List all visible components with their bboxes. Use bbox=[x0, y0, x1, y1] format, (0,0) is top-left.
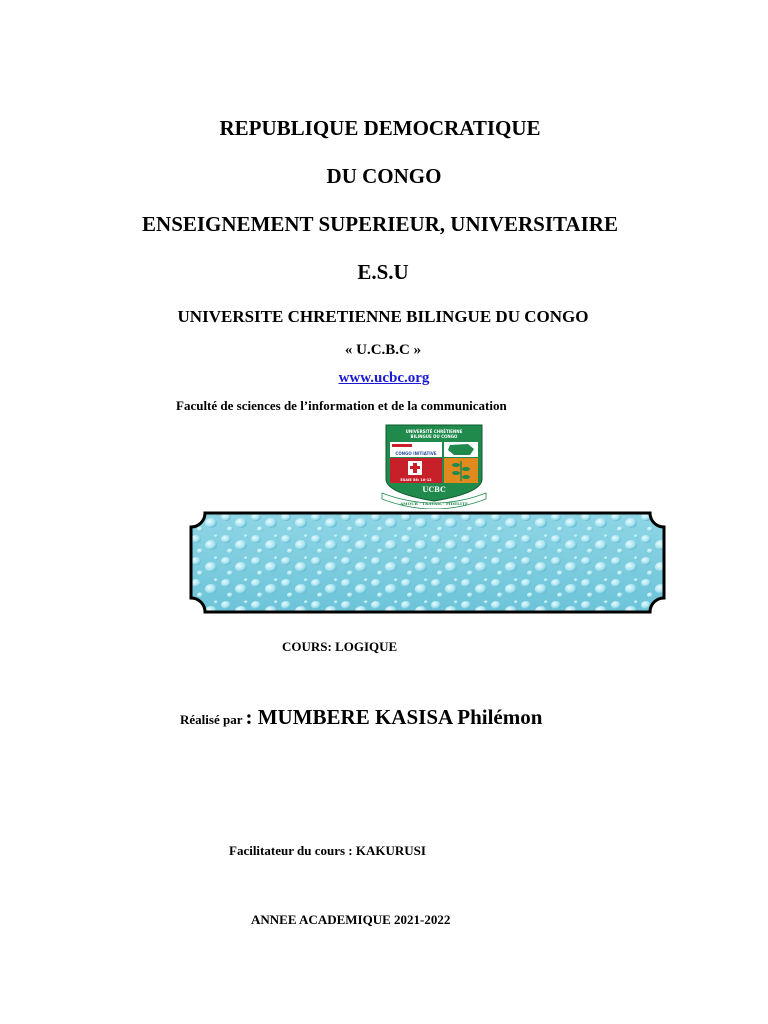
author-name: : MUMBERE KASISA Philémon bbox=[245, 705, 543, 729]
logo-motto-text: AMOUR · TRAVAIL · FIDELITE bbox=[400, 501, 468, 506]
ucbc-logo-icon bbox=[380, 423, 488, 509]
logo-top-text-2: BILINGUE DU CONGO bbox=[410, 434, 458, 439]
faculty-name: Faculté de sciences de l’information et de la communication bbox=[176, 398, 507, 413]
logo-initiative-text: CONGO INITIATIVE bbox=[395, 451, 437, 456]
country-title-line-2: DU CONGO bbox=[326, 164, 442, 188]
country-title-line-1: REPUBLIQUE DEMOCRATIQUE bbox=[219, 116, 541, 140]
ministry-title: ENSEIGNEMENT SUPERIEUR, UNIVERSITAIRE bbox=[142, 212, 618, 236]
university-acronym: « U.C.B.C » bbox=[344, 342, 422, 358]
logo-verse-text: ESAIE 58: 10-12 bbox=[400, 478, 432, 482]
logo-top-text-1: UNIVERSITÉ CHRÉTIENNE bbox=[405, 429, 463, 434]
ministry-acronym: E.S.U bbox=[357, 260, 409, 284]
water-drop-banner bbox=[189, 511, 666, 614]
academic-year: ANNEE ACADEMIQUE 2021-2022 bbox=[251, 912, 451, 927]
author-label: Réalisé par bbox=[180, 712, 246, 727]
university-name: UNIVERSITE CHRETIENNE BILINGUE DU CONGO bbox=[177, 307, 589, 326]
facilitator-line: Facilitateur du cours : KAKURUSI bbox=[229, 843, 426, 858]
author-line bbox=[180, 707, 542, 728]
logo-name-text: UCBC bbox=[422, 485, 446, 494]
website-link[interactable]: www.ucbc.org bbox=[338, 370, 430, 386]
course-title: COURS: LOGIQUE bbox=[282, 639, 398, 654]
